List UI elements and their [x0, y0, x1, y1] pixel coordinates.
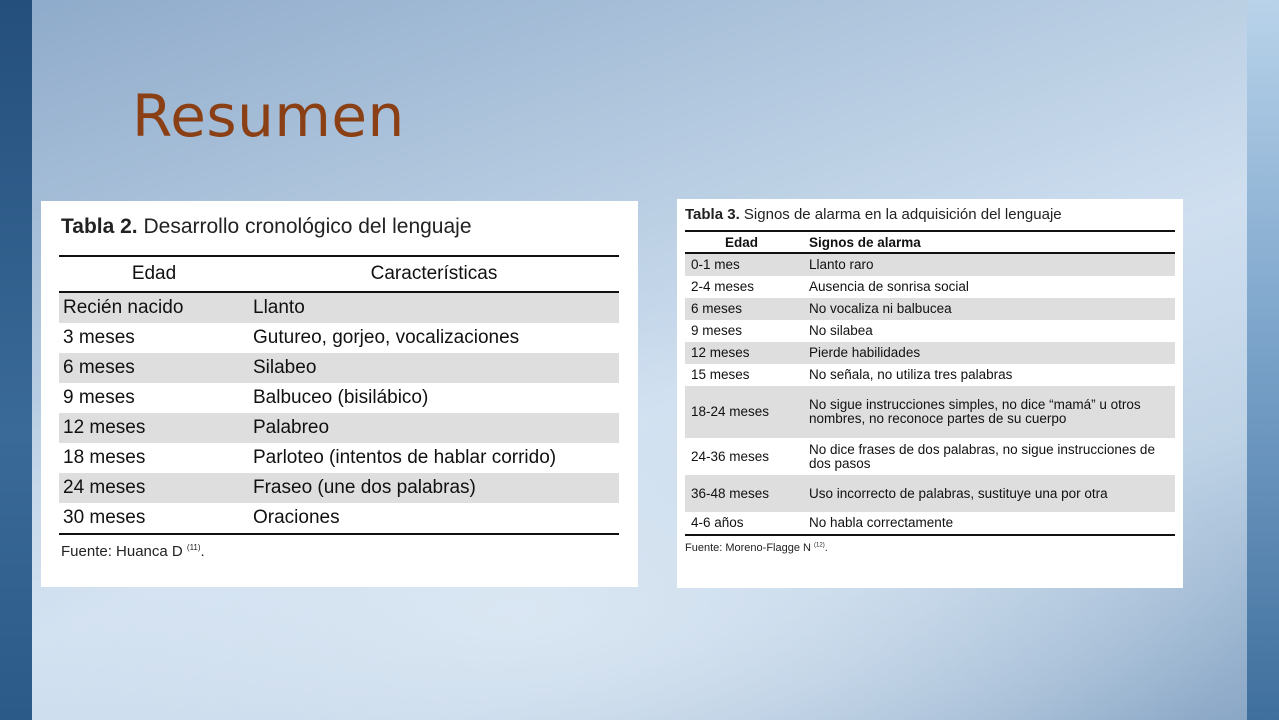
table-cell-age: 15 meses	[691, 367, 750, 382]
table-cell-sign: No habla correctamente	[803, 512, 1175, 535]
table-cell-age: 3 meses	[63, 327, 135, 348]
table-3-caption-text: Signos de alarma en la adquisición del lenguaje	[739, 206, 1062, 223]
table-cell-sign: No sigue instrucciones simples, no dice “mamá” u otros nombres, no reconoce partes de su cuerpo	[803, 386, 1175, 438]
table-cell-sign: No señala, no utiliza tres palabras	[809, 367, 1013, 382]
table-cell-sign: No dice frases de dos palabras, no sigue instrucciones de dos pasos	[809, 441, 1155, 471]
table-3-header-edad: Edad	[685, 231, 803, 253]
table-cell-age: 6 meses	[685, 298, 803, 320]
table-cell-age: 24-36 meses	[691, 448, 770, 464]
slide	[32, 0, 1247, 720]
table-3-source-text: Fuente: Moreno-Flagge N	[685, 542, 815, 554]
table-2-caption-label: Tabla 2.	[61, 215, 138, 238]
table-3-caption	[685, 206, 1175, 223]
table-cell-feature: Oraciones	[249, 503, 619, 534]
table-2-source-text: Fuente: Huanca D	[61, 543, 187, 560]
table-3-source-ref: (12)	[814, 542, 825, 549]
slide-right-edge	[1247, 0, 1279, 720]
table-row	[685, 298, 1175, 320]
table-cell-age: 12 meses	[59, 413, 249, 443]
table-cell-age: 9 meses	[691, 323, 743, 338]
table-cell-sign: No silabea	[809, 323, 873, 338]
table-cell-age: 0-1 mes	[685, 253, 803, 276]
table-row	[685, 276, 1175, 298]
table-cell-age: 6 meses	[59, 353, 249, 383]
table-cell-sign: No vocaliza ni balbucea	[803, 298, 1175, 320]
table-2-caption	[61, 215, 620, 239]
table-row	[685, 438, 1175, 475]
table-row	[59, 323, 619, 353]
table-2	[59, 255, 619, 535]
table-cell-age: 24 meses	[59, 473, 249, 503]
table-2-header-edad: Edad	[59, 256, 249, 292]
table-cell-sign: Llanto raro	[803, 253, 1175, 276]
table-3-source	[685, 542, 1175, 554]
table-row	[685, 512, 1175, 535]
table-cell-age: 18-24 meses	[685, 386, 803, 438]
slide-title: Resumen	[132, 82, 405, 150]
table-cell-feature: Fraseo (une dos palabras)	[249, 473, 619, 503]
table-2-image	[41, 201, 638, 587]
table-cell-feature: Palabreo	[249, 413, 619, 443]
table-2-caption-text: Desarrollo cronológico del lenguaje	[137, 215, 472, 238]
table-row	[685, 386, 1175, 438]
table-row	[685, 364, 1175, 386]
table-row	[685, 342, 1175, 364]
table-cell-sign: Pierde habilidades	[803, 342, 1175, 364]
table-3-caption-label: Tabla 3.	[685, 206, 740, 223]
table-cell-age: 36-48 meses	[685, 475, 803, 512]
table-3	[685, 230, 1175, 536]
table-2-source	[61, 543, 620, 560]
table-cell-age: 2-4 meses	[691, 279, 755, 294]
table-cell-age: 12 meses	[685, 342, 803, 364]
table-row	[59, 353, 619, 383]
table-cell-age: 18 meses	[63, 447, 146, 468]
table-cell-age: 30 meses	[59, 503, 249, 534]
table-cell-age: 9 meses	[63, 387, 135, 408]
table-cell-feature: Llanto	[249, 292, 619, 323]
table-row	[59, 503, 619, 534]
table-3-image	[677, 199, 1183, 588]
table-cell-feature: Silabeo	[249, 353, 619, 383]
table-cell-feature: Balbuceo (bisilábico)	[253, 387, 429, 408]
table-cell-age: 4-6 años	[685, 512, 803, 535]
table-2-source-ref: (11)	[186, 543, 201, 552]
table-row	[59, 443, 619, 473]
table-cell-age: Recién nacido	[59, 292, 249, 323]
table-cell-feature: Gutureo, gorjeo, vocalizaciones	[253, 327, 520, 348]
table-row	[685, 253, 1175, 276]
table-row	[59, 473, 619, 503]
table-cell-sign: Uso incorrecto de palabras, sustituye una por otra	[803, 475, 1175, 512]
table-row	[59, 413, 619, 443]
table-row	[59, 383, 619, 413]
table-row	[685, 320, 1175, 342]
slide-left-edge	[0, 0, 32, 720]
table-2-source-end: .	[200, 543, 205, 560]
table-cell-feature: Parloteo (intentos de hablar corrido)	[253, 447, 557, 468]
table-3-source-end: .	[824, 542, 828, 554]
table-row	[685, 475, 1175, 512]
table-3-header-signos: Signos de alarma	[803, 231, 1175, 253]
table-row	[59, 292, 619, 323]
table-2-header-caracteristicas: Características	[249, 256, 619, 292]
table-cell-sign: Ausencia de sonrisa social	[809, 279, 969, 294]
